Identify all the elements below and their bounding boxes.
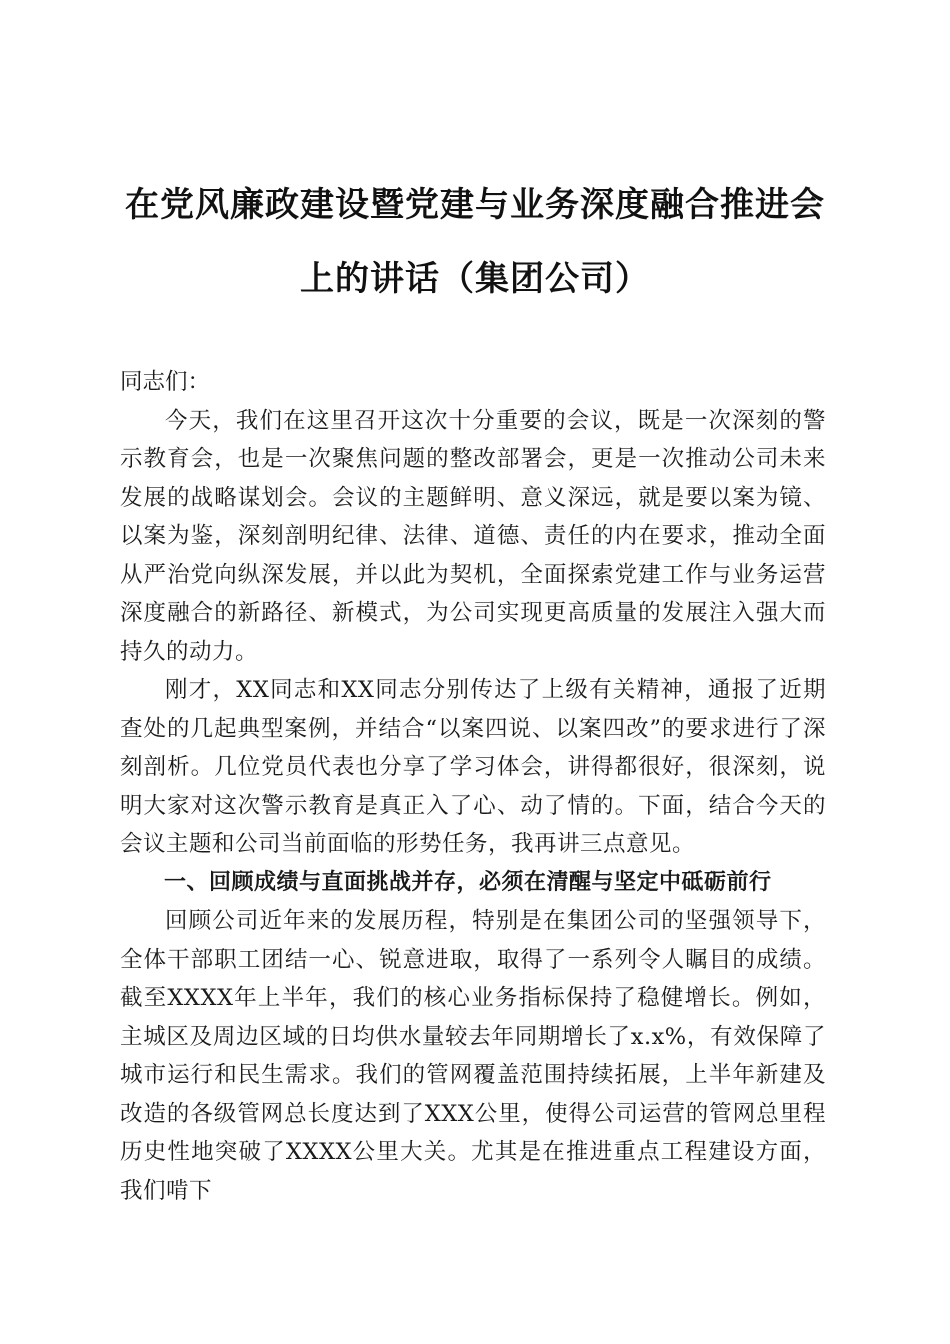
document-title: [112, 168, 838, 316]
paragraph-introduction: 刚才，XX同志和XX同志分别传达了上级有关精神，通报了近期查处的几起典型案例，并结合“以案四说、以案四改”的要求进行了深刻剖析。几位党员代表也分享了学习体会，讲得都很好，很深刻，说明大家对这次警示教育是真正入了心、动了情的。下面，结合今天的会议主题和公司当前面临的形势任务，我再讲三点意见。: [120, 677, 826, 857]
section-heading-1: 一、回顾成绩与直面挑战并存，必须在清醒与坚定中砥砺前行: [164, 869, 772, 895]
title-line-2: 上的讲话（集团公司）: [300, 259, 650, 299]
paragraph-section-1: 回顾公司近年来的发展历程，特别是在集团公司的坚强领导下，全体干部职工团结一心、锐意进取，取得了一系列令人瞩目的成绩。截至XXXX年上半年，我们的核心业务指标保持了稳健增长。例如，主城区及周边区域的日均供水量较去年同期增长了x.x%，有效保障了城市运行和民生需求。我们的管网覆盖范围持续拓展，上半年新建及改造的各级管网总长度达到了XXX公里，使得公司运营的管网总里程历史性地突破了XXXX公里大关。尤其是在推进重点工程建设方面，我们啃下: [120, 908, 826, 1204]
document-body: [120, 363, 826, 1210]
title-line-1: 在党风廉政建设暨党建与业务深度融合推进会: [125, 185, 825, 225]
salutation: 同志们：: [120, 369, 211, 395]
paragraph-opening: 今天，我们在这里召开这次十分重要的会议，既是一次深刻的警示教育会，也是一次聚焦问题的整改部署会，更是一次推动公司未来发展的战略谋划会。会议的主题鲜明、意义深远，就是要以案为镜、以案为鉴，深刻剖明纪律、法律、道德、责任的内在要求，推动全面从严治党向纵深发展，并以此为契机，全面探索党建工作与业务运营深度融合的新路径、新模式，为公司实现更高质量的发展注入强大而持久的动力。: [120, 407, 826, 665]
